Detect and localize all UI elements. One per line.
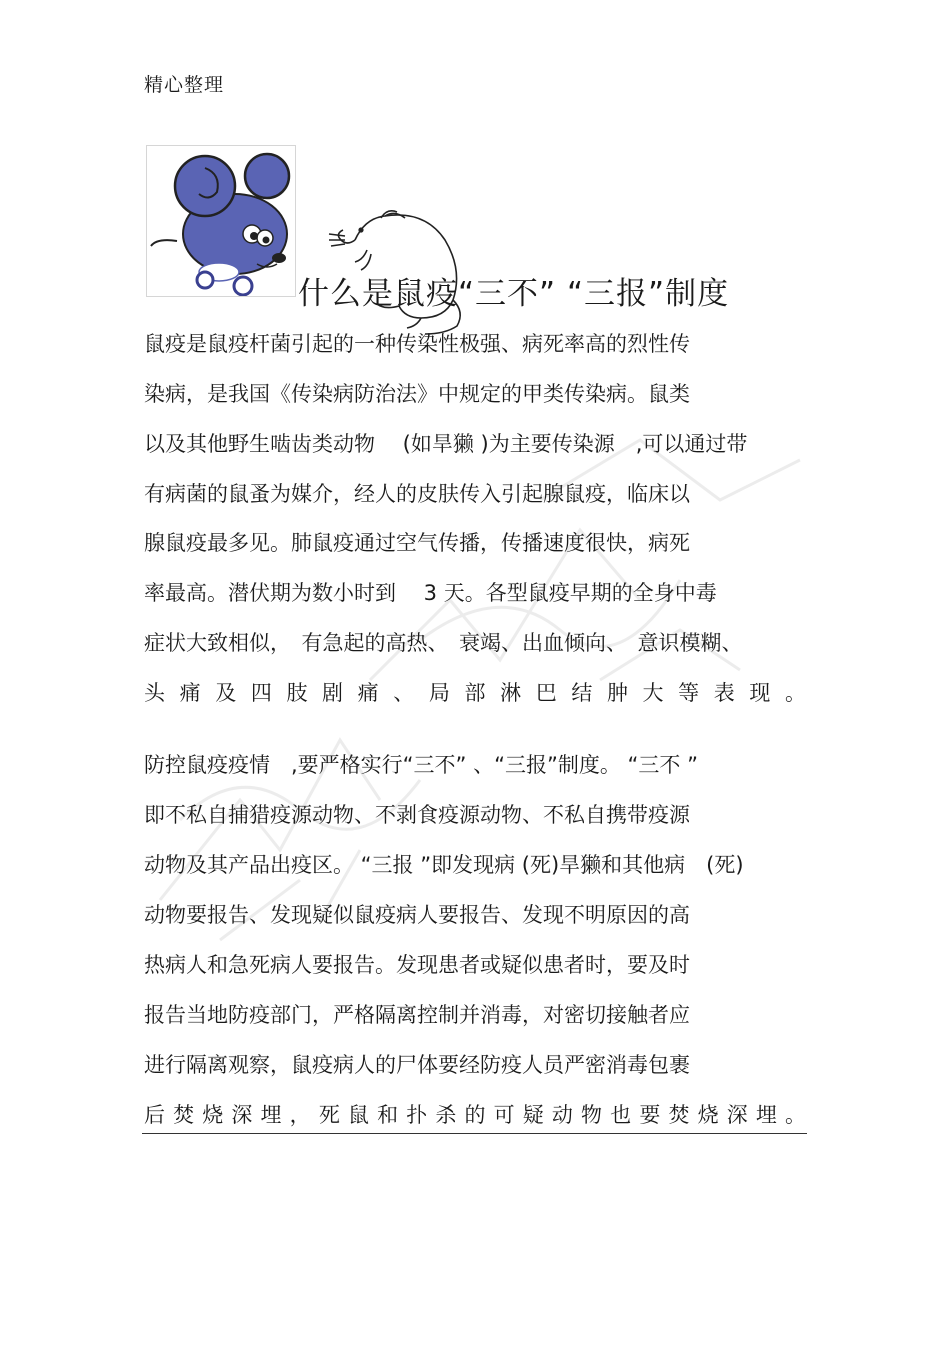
paragraph-2-line: 即不私自捕猎疫源动物、不剥食疫源动物、不私自携带疫源	[144, 803, 690, 827]
bottom-divider	[142, 1133, 807, 1134]
paragraph-1-line: 症状大致相似， 有急起的高热、 衰竭、出血倾向、 意识模糊、	[144, 631, 743, 655]
paragraph-1-line: 鼠疫是鼠疫杆菌引起的一种传染性极强、病死率高的烈性传	[144, 332, 690, 356]
paragraph-1-line: 头痛及四肢剧痛、局部淋巴结肿大等表现。	[144, 681, 806, 705]
paragraph-2-line: 动物要报告、发现疑似鼠疫病人要报告、发现不明原因的高	[144, 903, 690, 927]
mouse-illustration	[146, 145, 296, 297]
paragraph-1-line: 染病，是我国《传染病防治法》中规定的甲类传染病。鼠类	[144, 382, 690, 406]
paragraph-2-line: 进行隔离观察，鼠疫病人的尸体要经防疫人员严密消毒包裹	[144, 1053, 690, 1077]
paragraph-2-line: 动物及其产品出疫区。 “三报 ”即发现病 (死)旱獭和其他病 (死)	[144, 853, 744, 877]
paragraph-2-line: 热病人和急死病人要报告。发现患者或疑似患者时，要及时	[144, 953, 690, 977]
paragraph-2-line: 防控鼠疫疫情 ,要严格实行“三不” 、“三报”制度。 “三不 ”	[144, 753, 698, 777]
page-title: 什么是鼠疫“三不” “三报”制度	[298, 276, 730, 312]
paragraph-1-line: 率最高。潜伏期为数小时到 3 天。各型鼠疫早期的全身中毒	[144, 581, 717, 605]
paragraph-2-line: 后焚烧深埋，死鼠和扑杀的可疑动物也要焚烧深埋。	[144, 1103, 806, 1127]
paragraph-1-line: 以及其他野生啮齿类动物 (如旱獭 )为主要传染源 ,可以通过带	[144, 432, 748, 456]
paragraph-2-line: 报告当地防疫部门，严格隔离控制并消毒，对密切接触者应	[144, 1003, 690, 1027]
cartoon-mouse-icon	[147, 146, 295, 296]
page-header: 精心整理	[144, 74, 225, 96]
paragraph-1-line: 腺鼠疫最多见。肺鼠疫通过空气传播，传播速度很快，病死	[144, 531, 690, 555]
paragraph-1-line: 有病菌的鼠蚤为媒介，经人的皮肤传入引起腺鼠疫，临床以	[144, 482, 690, 506]
